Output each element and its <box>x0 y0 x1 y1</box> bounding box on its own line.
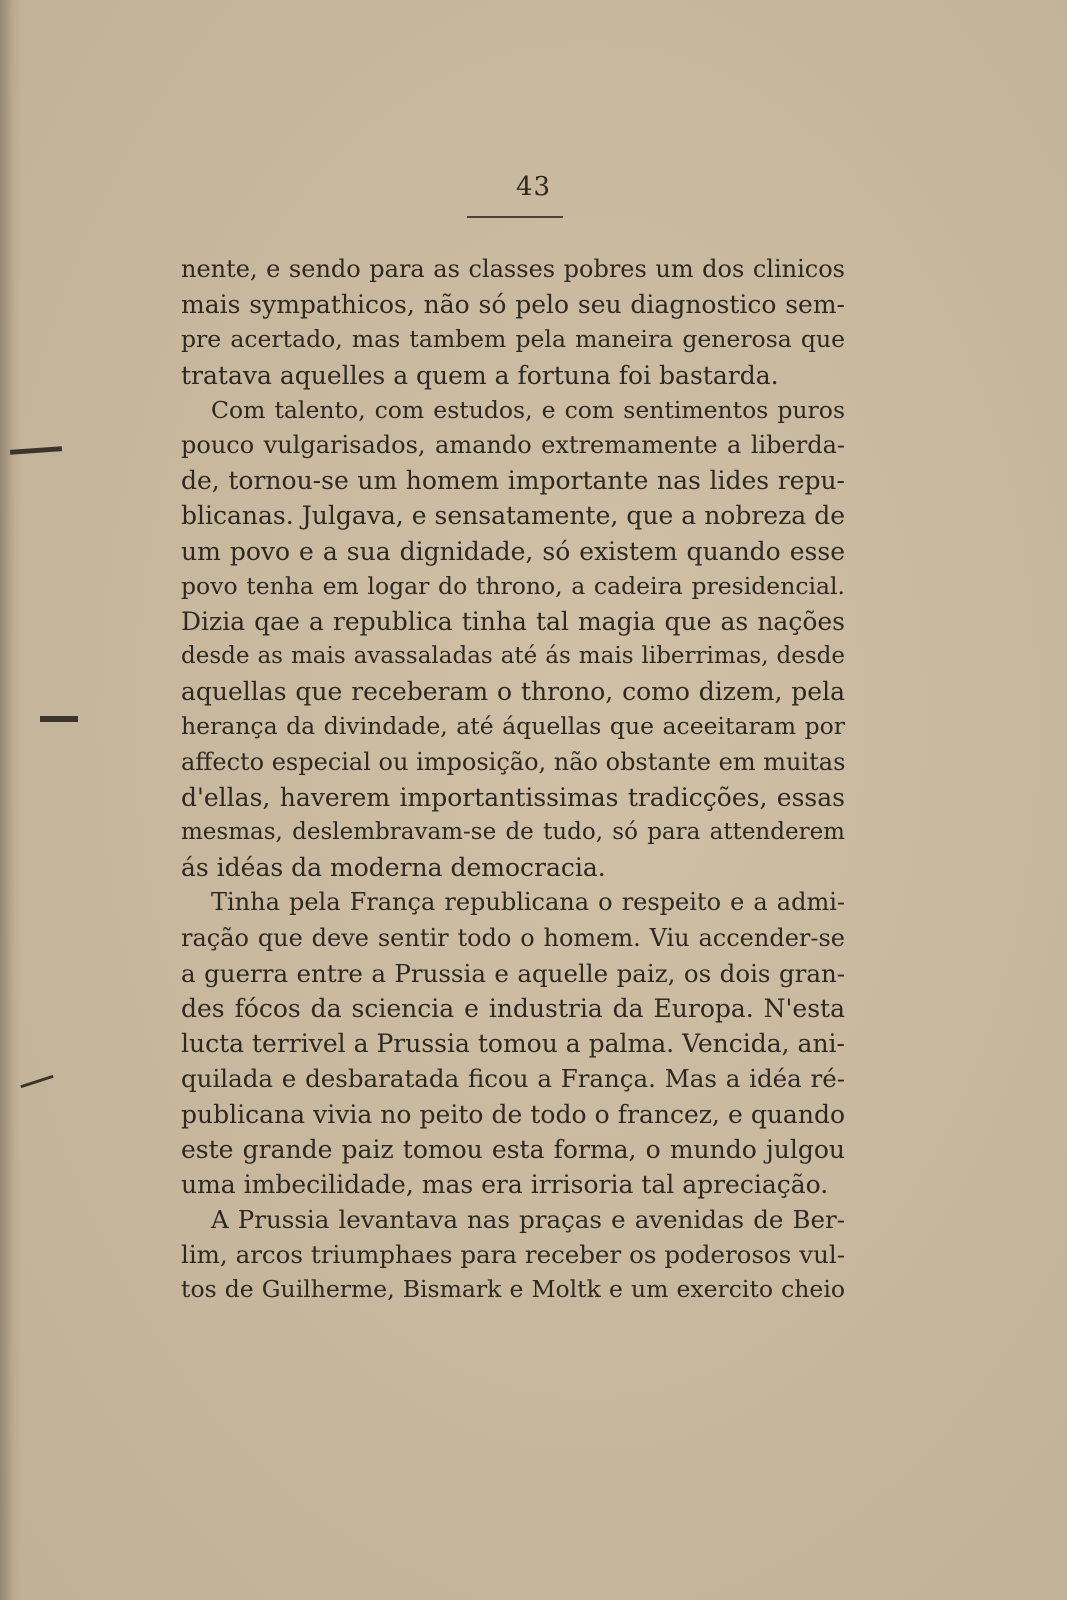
text-line: a guerra entre a Prussia e aquelle paiz, os dois gran- <box>181 958 845 988</box>
text-line: publicana vivia no peito de todo o francez, e quando <box>181 1099 845 1129</box>
text-line: herança da divindade, até áquellas que aceeitaram por <box>181 712 845 741</box>
text-line: affecto especial ou imposição, não obstante em muitas <box>181 747 846 776</box>
text-line: ração que deve sentir todo o homem. Viu accender-se <box>181 923 845 952</box>
text-line: Com talento, com estudos, e com sentimentos puros <box>211 395 845 424</box>
text-line: este grande paiz tomou esta forma, o mundo julgou <box>181 1134 845 1164</box>
header-rule <box>467 216 563 218</box>
text-line: Tinha pela França republicana o respeito e a admi- <box>211 888 845 917</box>
text-line: lim, arcos triumphaes para receber os poderosos vul- <box>181 1240 845 1270</box>
text-line: desde as mais avassaladas até ás mais liberrimas, desde <box>181 643 845 670</box>
text-line: de, tornou-se um homem importante nas lides repu- <box>181 466 845 496</box>
text-line: Dizia qae a republica tinha tal magia que as nações <box>181 606 845 636</box>
text-line: mesmas, deslembravam-se de tudo, só para attenderem <box>181 819 845 845</box>
margin-mark <box>20 1075 53 1088</box>
text-line: des fócos da sciencia e industria da Europa. N'esta <box>181 993 845 1023</box>
text-line: blicanas. Julgava, e sensatamente, que a nobreza de <box>181 501 845 531</box>
text-line: pre acertado, mas tambem pela maneira generosa que <box>181 325 845 354</box>
text-line: um povo e a sua dignidade, só existem quando esse <box>181 536 845 566</box>
text-line: nente, e sendo para as classes pobres um dos clinicos <box>181 255 845 283</box>
text-line: quilada e desbaratada ficou a França. Mas a idéa ré- <box>181 1064 845 1094</box>
text-line: mais sympathicos, não só pelo seu diagnostico sem- <box>181 290 845 320</box>
text-line: tratava aquelles a quem a fortuna foi bastarda. <box>181 360 779 390</box>
text-line: pouco vulgarisados, amando extremamente a liberda- <box>181 430 845 459</box>
body-text <box>181 252 845 1308</box>
text-line: d'ellas, haverem importantissimas tradicções, essas <box>181 782 845 812</box>
text-line: aquellas que receberam o throno, como dizem, pela <box>181 677 845 707</box>
text-line: lucta terrivel a Prussia tomou a palma. Vencida, ani- <box>181 1029 845 1059</box>
text-line: ás idéas da moderna democracia. <box>181 853 606 883</box>
margin-mark <box>40 716 78 722</box>
text-line: A Prussia levantava nas praças e avenidas de Ber- <box>211 1205 845 1235</box>
text-line: povo tenha em logar do throno, a cadeira presidencial. <box>181 571 845 600</box>
text-line: uma imbecilidade, mas era irrisoria tal apreciação. <box>181 1169 829 1199</box>
text-line: tos de Guilherme, Bismark e Moltk e um exercito cheio <box>181 1275 845 1304</box>
page-number: 43 <box>515 172 552 202</box>
binding-shadow <box>0 0 22 1600</box>
